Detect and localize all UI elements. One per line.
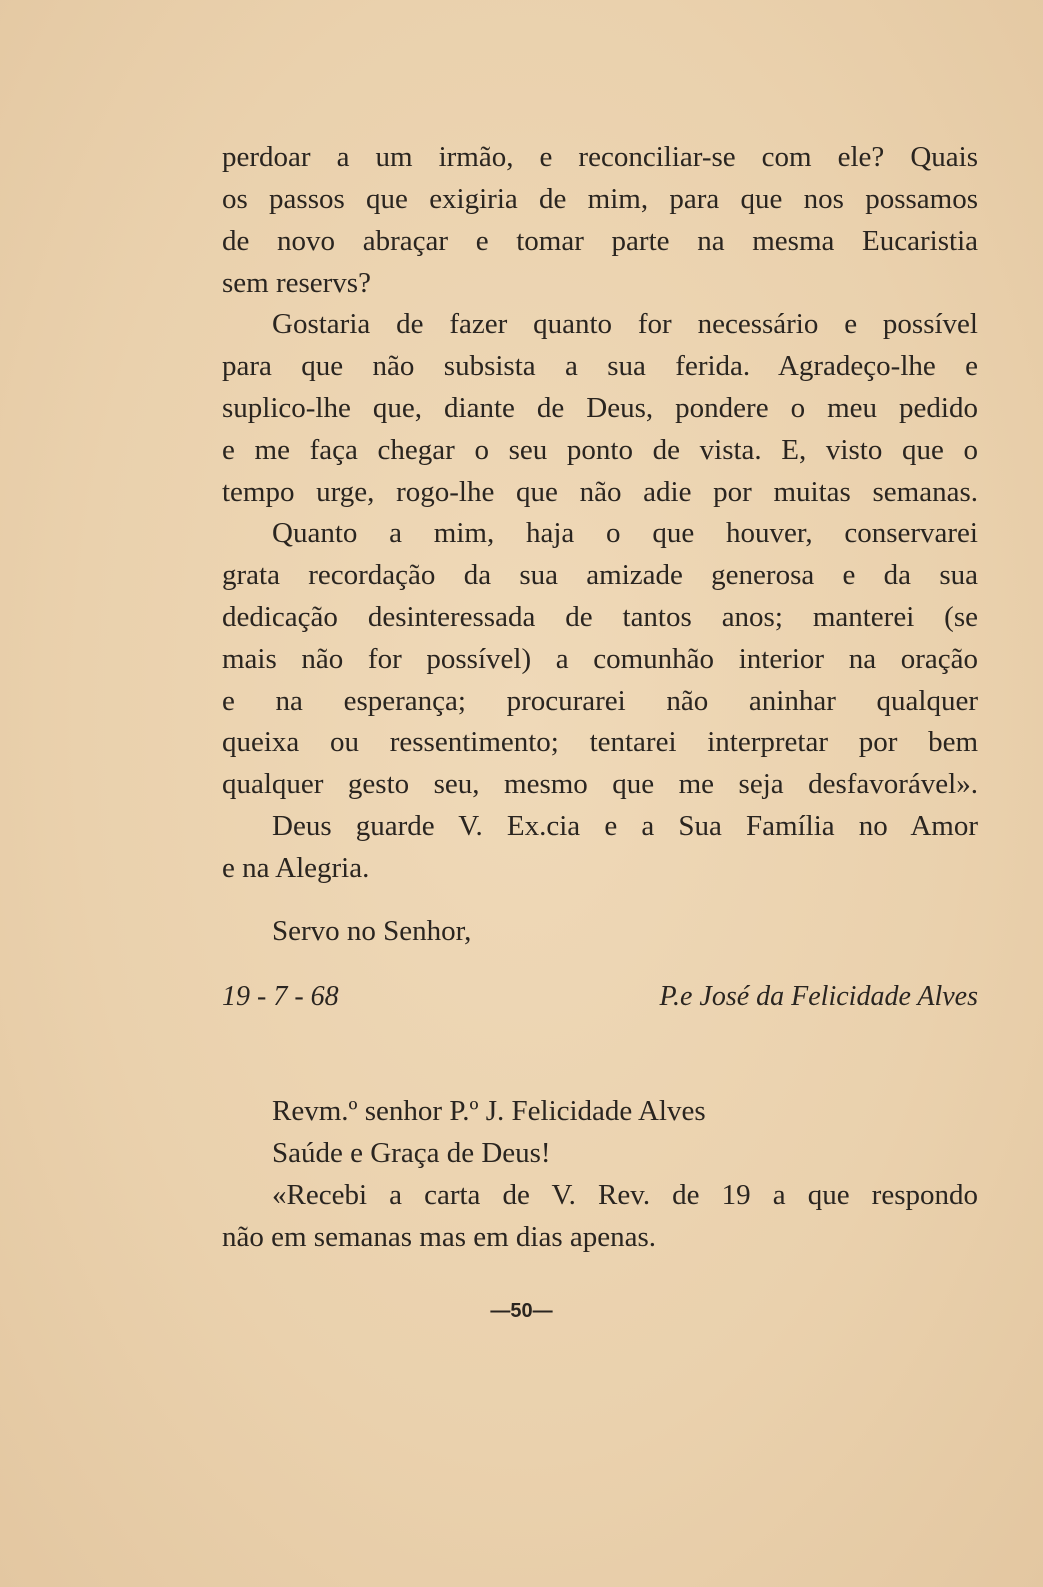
text-line: os passos que exigiria de mim, para que nos possamos <box>222 183 978 215</box>
signature: P.e José da Felicidade Alves <box>659 981 978 1012</box>
text-line: dedicação desinteressada de tantos anos; manterei (se <box>222 601 978 633</box>
signature-row <box>222 976 978 1018</box>
salutation: Revm.º senhor P.º J. Felicidade Alves <box>272 1095 706 1127</box>
text-line: suplico-lhe que, diante de Deus, pondere o meu pedido <box>222 392 978 424</box>
text-line: e me faça chegar o seu ponto de vista. E, visto que o <box>222 434 978 466</box>
text-line: grata recordação da sua amizade generosa e da sua <box>222 559 978 591</box>
text-line: «Recebi a carta de V. Rev. de 19 a que respondo <box>272 1179 978 1211</box>
text-line: Deus guarde V. Ex.cia e a Sua Família no Amor <box>272 810 978 842</box>
text-line: de novo abraçar e tomar parte na mesma Eucaristia <box>222 225 978 257</box>
text-line: Quanto a mim, haja o que houver, conservarei <box>272 517 978 549</box>
text-line: tempo urge, rogo-lhe que não adie por muitas semanas. <box>222 476 978 508</box>
text-line: e na Alegria. <box>222 852 370 884</box>
text-line: Gostaria de fazer quanto for necessário e possível <box>272 308 978 340</box>
page-number: —50— <box>490 1300 553 1322</box>
text-line: qualquer gesto seu, mesmo que me seja desfavorável». <box>222 768 978 800</box>
text-line: e na esperança; procurarei não aninhar qualquer <box>222 685 978 717</box>
text-line: não em semanas mas em dias apenas. <box>222 1221 657 1253</box>
text-line: para que não subsista a sua ferida. Agradeço-lhe e <box>222 350 978 382</box>
text-line: mais não for possível) a comunhão interior na oração <box>222 643 978 675</box>
text-line: queixa ou ressentimento; tentarei interpretar por bem <box>222 726 978 758</box>
closing: Servo no Senhor, <box>272 915 472 947</box>
letter-date: 19 - 7 - 68 <box>222 981 339 1012</box>
text-line: perdoar a um irmão, e reconciliar-se com ele? Quais <box>222 141 978 173</box>
text-line: sem reservs? <box>222 267 371 299</box>
greeting: Saúde e Graça de Deus! <box>272 1137 551 1169</box>
